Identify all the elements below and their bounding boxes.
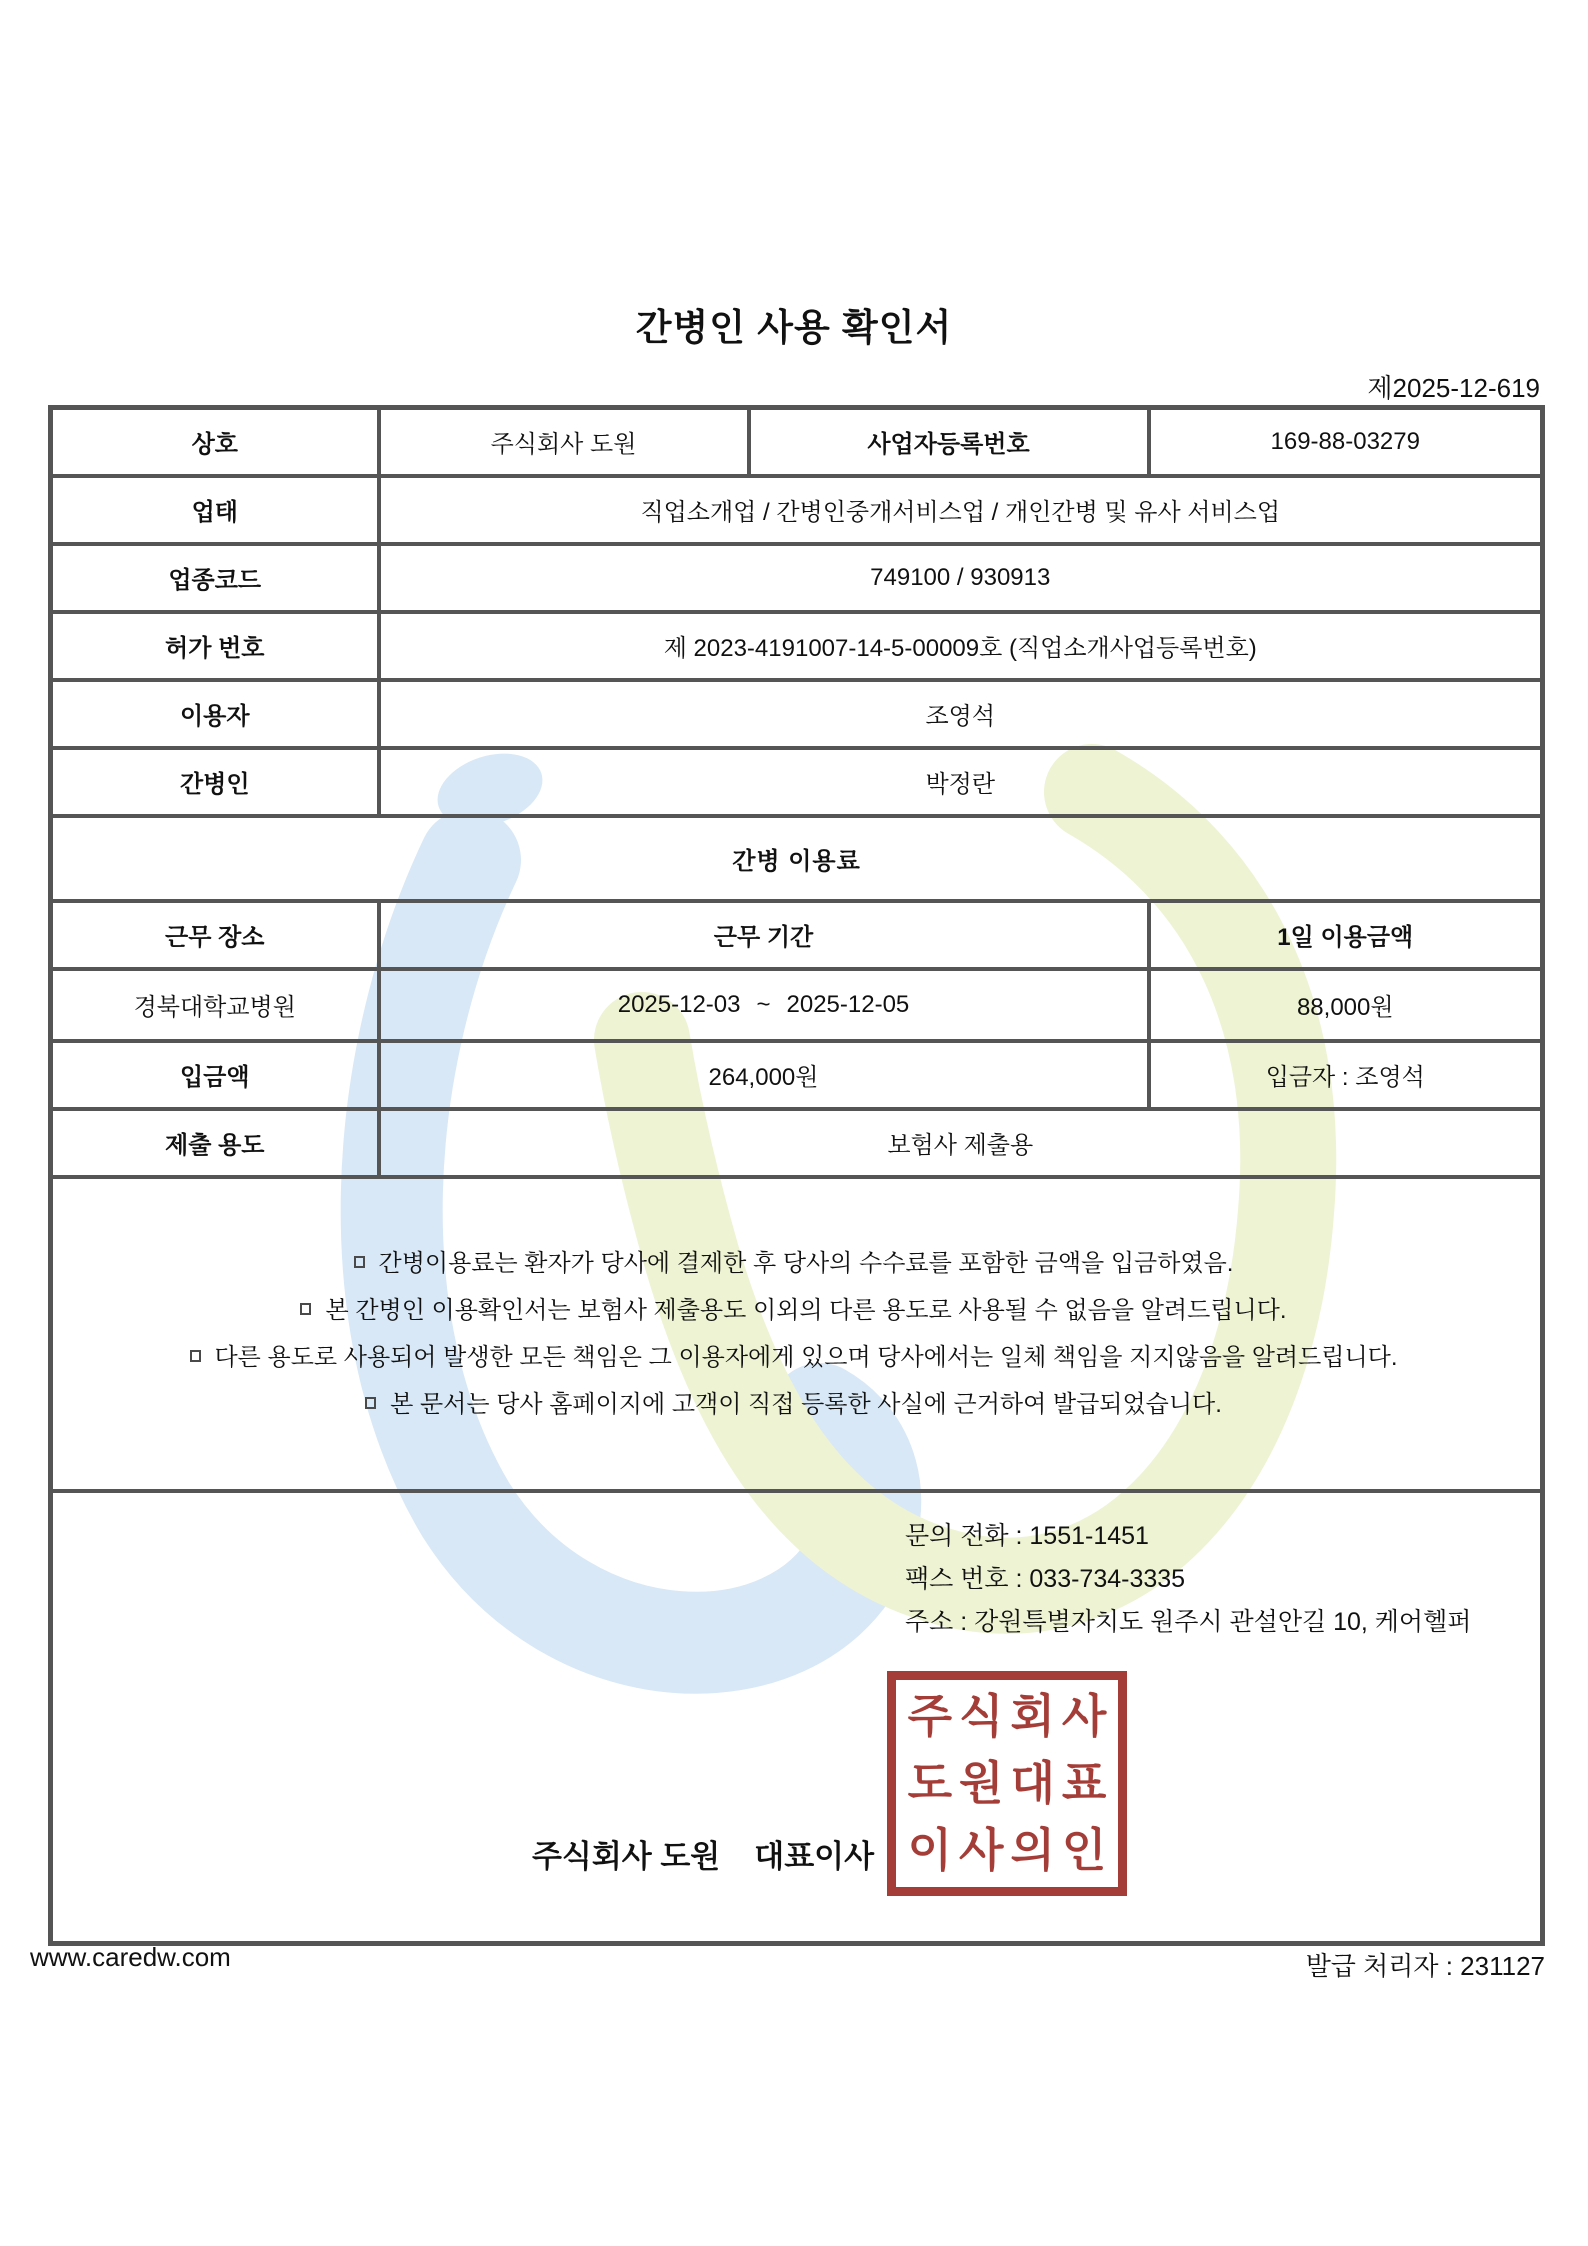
website-url: www.caredw.com <box>30 1942 231 1972</box>
work-period-tilde: ~ <box>756 990 771 1018</box>
note-text: 간병이용료는 환자가 당사에 결제한 후 당사의 수수료를 포함한 금액을 입금하였음. <box>378 1249 1234 1277</box>
daily-fee-value: 88,000원 <box>1149 969 1543 1041</box>
issuer-id: 발급 처리자 : 231127 <box>1305 1951 1545 1981</box>
permit-label: 허가 번호 <box>51 612 379 680</box>
daily-fee-label: 1일 이용금액 <box>1149 901 1543 969</box>
table-row <box>51 408 1543 476</box>
work-period-end: 2025-12-05 <box>786 990 910 1018</box>
deposit-label: 입금액 <box>51 1041 379 1109</box>
depositor-label: 입금자 <box>1265 1064 1336 1091</box>
work-place-value: 경북대학교병원 <box>51 969 379 1041</box>
depositor-value <box>1149 1041 1543 1109</box>
notes-section <box>51 1177 1543 1491</box>
document-table <box>48 405 1545 1946</box>
biz-type-value: 직업소개업 / 간병인중개서비스업 / 개인간병 및 유사 서비스업 <box>379 476 1543 544</box>
table-row <box>51 816 1543 901</box>
signature-section <box>51 1491 1543 1944</box>
document-number: 제2025-12-619 <box>1367 373 1540 403</box>
deposit-value: 264,000원 <box>379 1041 1149 1109</box>
industry-code-label: 업종코드 <box>51 544 379 612</box>
square-bullet-icon <box>354 1256 365 1268</box>
depositor-name: : 조영석 <box>1335 1064 1425 1091</box>
signature-role: 대표이사 <box>754 1838 875 1874</box>
square-bullet-icon <box>190 1350 201 1362</box>
note-item <box>67 1334 1520 1381</box>
seal-text-row: 주식회사 <box>907 1689 1114 1742</box>
table-row <box>51 748 1543 816</box>
table-row <box>51 1041 1543 1109</box>
biz-reg-label: 사업자등록번호 <box>749 408 1149 476</box>
table-row <box>51 1109 1543 1177</box>
user-label: 이용자 <box>51 680 379 748</box>
signature-company: 주식회사 도원 <box>531 1838 721 1874</box>
caregiver-label: 간병인 <box>51 748 379 816</box>
contact-info <box>905 1515 1471 1644</box>
note-item <box>67 1240 1520 1287</box>
biz-reg-value: 169-88-03279 <box>1149 408 1543 476</box>
note-item <box>67 1381 1520 1428</box>
seal-text-row: 도원대표 <box>907 1756 1114 1809</box>
fee-section-header: 간병 이용료 <box>51 816 1543 901</box>
table-row <box>51 1177 1543 1491</box>
table-row <box>51 901 1543 969</box>
biz-type-label: 업태 <box>51 476 379 544</box>
table-row <box>51 544 1543 612</box>
contact-address: 주소 : 강원특별자치도 원주시 관설안길 10, 케어헬퍼 <box>905 1607 1472 1636</box>
square-bullet-icon <box>300 1303 311 1315</box>
contact-phone: 문의 전화 : 1551-1451 <box>905 1521 1149 1550</box>
company-label: 상호 <box>51 408 379 476</box>
seal-text-row: 이사의인 <box>907 1823 1114 1876</box>
note-text: 본 문서는 당사 홈페이지에 고객이 직접 등록한 사실에 근거하여 발급되었습니다. <box>390 1390 1222 1418</box>
table-row <box>51 969 1543 1041</box>
square-bullet-icon <box>365 1397 376 1409</box>
table-row <box>51 680 1543 748</box>
company-value: 주식회사 도원 <box>379 408 749 476</box>
purpose-label: 제출 용도 <box>51 1109 379 1177</box>
note-item <box>67 1287 1520 1334</box>
user-value: 조영석 <box>379 680 1543 748</box>
work-period-label: 근무 기간 <box>379 901 1149 969</box>
work-place-label: 근무 장소 <box>51 901 379 969</box>
table-row <box>51 1491 1543 1944</box>
table-row <box>51 476 1543 544</box>
page-title: 간병인 사용 확인서 <box>635 307 953 348</box>
industry-code-value: 749100 / 930913 <box>379 544 1543 612</box>
note-text: 본 간병인 이용확인서는 보험사 제출용도 이외의 다른 용도로 사용될 수 없음을 알려드립니다. <box>325 1296 1287 1324</box>
purpose-value: 보험사 제출용 <box>379 1109 1543 1177</box>
contact-fax: 팩스 번호 : 033-734-3335 <box>905 1564 1186 1593</box>
corporate-seal-stamp <box>887 1671 1127 1896</box>
work-period-start: 2025-12-03 <box>617 990 741 1018</box>
work-period-value <box>379 969 1149 1041</box>
caregiver-value: 박정란 <box>379 748 1543 816</box>
note-text: 다른 용도로 사용되어 발생한 모든 책임은 그 이용자에게 있으며 당사에서는 일체 책임을 지지않음을 알려드립니다. <box>214 1343 1398 1371</box>
table-row <box>51 612 1543 680</box>
permit-value: 제 2023-4191007-14-5-00009호 (직업소개사업등록번호) <box>379 612 1543 680</box>
